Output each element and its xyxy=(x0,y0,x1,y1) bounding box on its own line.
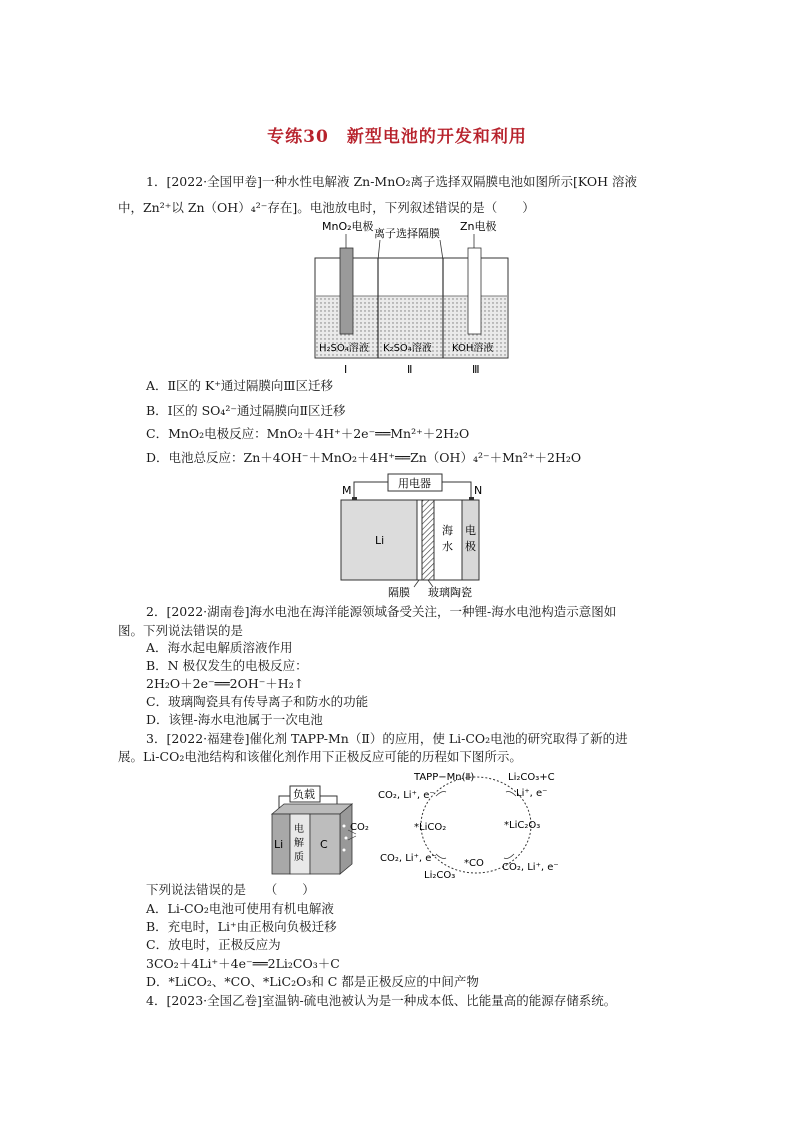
q1-battery-figure xyxy=(300,218,530,376)
q2-li-seawater-figure xyxy=(338,472,496,598)
seawater-char-2: 水 xyxy=(442,540,453,553)
q3-li-co2-battery-figure xyxy=(262,774,374,878)
membrane-label: 离子选择隔膜 xyxy=(374,227,440,240)
q3-option-d: D．*LiCO₂、*CO、*LiC₂O₃和 C 都是正极反应的中间产物 xyxy=(146,974,479,989)
separator-label: 隔膜 xyxy=(388,586,410,598)
electrolyte-char-1: 电 xyxy=(294,824,304,835)
li-electrode-label: Li xyxy=(375,534,385,547)
mno2-electrode-label: MnO₂电极 xyxy=(322,220,374,233)
q1-option-c: C．MnO₂电极反应：MnO₂＋4H⁺＋2e⁻══Mn²⁺＋2H₂O xyxy=(146,426,470,441)
solution-h2so4: H₂SO₄溶液 xyxy=(319,343,369,354)
q3-option-b: B．充电时，Li⁺由正极向负极迁移 xyxy=(146,919,337,934)
c-cathode-label: C xyxy=(320,838,328,851)
input-left-bottom: CO₂, Li⁺, e⁻ xyxy=(380,853,437,864)
q1-option-b: B．Ⅰ区的 SO₄²⁻通过隔膜向Ⅱ区迁移 xyxy=(146,403,346,418)
input-right-top: Li⁺, e⁻ xyxy=(516,788,548,799)
q1-option-d: D．电池总反应：Zn＋4OH⁻＋MnO₂＋4H⁺══Zn（OH）₄²⁻＋Mn²⁺＋2H₂O xyxy=(146,450,582,465)
byproduct-li2co3: Li₂CO₃ xyxy=(424,870,456,881)
electrode-char-2: 极 xyxy=(465,540,476,553)
q1-stem-line1: 1．[2022·全国甲卷]一种水性电解液 Zn-MnO₂离子选择双隔膜电池如图所示[KOH 溶液 xyxy=(146,174,638,189)
q1-stem-line2: 中，Zn²⁺以 Zn（OH）₄²⁻存在]。电池放电时，下列叙述错误的是（ ） xyxy=(118,200,535,215)
q2-stem-line2: 图。下列说法错误的是 xyxy=(118,623,244,638)
q2-option-a: A．海水起电解质溶液作用 xyxy=(146,640,293,655)
device-label: 用电器 xyxy=(398,477,431,490)
electrode-char-1: 电 xyxy=(465,524,476,537)
q1-option-a: A．Ⅱ区的 K⁺通过隔膜向Ⅲ区迁移 xyxy=(146,378,333,393)
q2-stem-line1: 2．[2022·湖南卷]海水电池在海洋能源领域备受关注，一种锂-海水电池构造示意图如 xyxy=(146,604,617,619)
ceramic-label: 玻璃陶瓷 xyxy=(428,586,472,598)
q3-option-a: A．Li-CO₂电池可使用有机电解液 xyxy=(146,901,334,916)
n-terminal-label: N xyxy=(474,484,483,497)
q2-option-c: C．玻璃陶瓷具有传导离子和防水的功能 xyxy=(146,694,369,709)
electrolyte-char-3: 质 xyxy=(294,852,304,863)
zn-electrode-label: Zn电极 xyxy=(460,220,497,233)
intermediate-lic2o3: *LiC₂O₃ xyxy=(504,820,541,831)
q3-prompt: 下列说法错误的是 （ ） xyxy=(146,882,315,897)
load-label: 负载 xyxy=(293,788,315,801)
intermediate-co: *CO xyxy=(464,858,484,869)
q3-stem-line2: 展。Li-CO₂电池结构和该催化剂作用下正极反应可能的历程如下图所示。 xyxy=(118,749,522,764)
input-left-top: CO₂, Li⁺, e⁻ xyxy=(378,790,435,801)
q3-option-c: C．放电时，正极反应为 xyxy=(146,937,281,952)
page-title: 专练30 新型电池的开发和利用 xyxy=(267,127,527,147)
q2-option-d: D．该锂-海水电池属于一次电池 xyxy=(146,712,323,727)
co2-label: CO₂ xyxy=(350,822,369,833)
seawater-char-1: 海 xyxy=(442,524,453,537)
zone-label-3: Ⅲ xyxy=(472,363,480,376)
q3-catalytic-cycle-figure xyxy=(376,766,576,884)
q2-option-b-equation: 2H₂O＋2e⁻══2OH⁻＋H₂↑ xyxy=(146,676,305,691)
q3-option-c-equation: 3CO₂＋4Li⁺＋4e⁻══2Li₂CO₃＋C xyxy=(146,956,340,971)
solution-k2so4: K₂SO₄溶液 xyxy=(383,343,432,354)
m-terminal-label: M xyxy=(342,484,352,497)
q3-stem-line1: 3．[2022·福建卷]催化剂 TAPP-Mn（Ⅱ）的应用，使 Li-CO₂电池的研究取得了新的进 xyxy=(146,731,628,746)
product-label: Li₂CO₃+C xyxy=(508,772,555,783)
input-right-bottom: CO₂, Li⁺, e⁻ xyxy=(502,862,559,873)
catalyst-label: TAPP−Mn(Ⅱ) xyxy=(414,772,475,783)
solution-koh: KOH溶液 xyxy=(452,343,494,354)
zone-label-2: Ⅱ xyxy=(407,363,413,376)
intermediate-lico2: *LiCO₂ xyxy=(414,822,447,833)
q4-stem-line1: 4．[2023·全国乙卷]室温钠-硫电池被认为是一种成本低、比能量高的能源存储系统。 xyxy=(146,993,617,1008)
electrolyte-char-2: 解 xyxy=(294,838,304,849)
li-anode-label: Li xyxy=(274,838,284,851)
zone-label-1: Ⅰ xyxy=(344,363,348,376)
q2-option-b: B．N 极仅发生的电极反应： xyxy=(146,658,308,673)
